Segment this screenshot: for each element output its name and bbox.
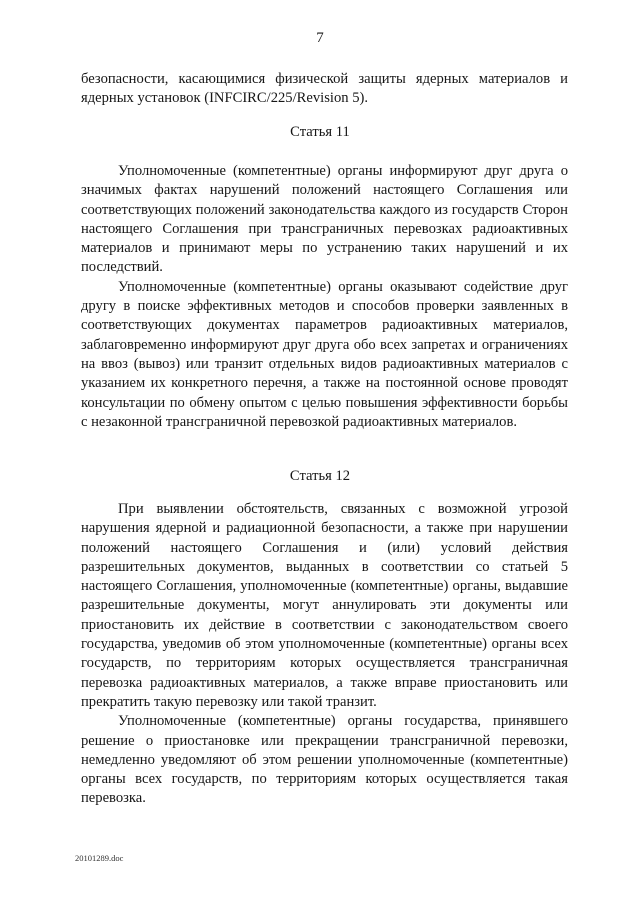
article-12-title: Статья 12 <box>289 468 351 484</box>
article-12-body <box>81 500 568 809</box>
intro-text-block <box>81 70 568 109</box>
article-11-paragraph-2: Уполномоченные (компетентные) органы оказывают содействие друг другу в поиске эффективных методов и способов проверки заявленных в соответствующих документах параметров радиоактивных материалов, заблаговременно информируют друг друга обо всех запретах и ограничениях на ввоз (вывоз) или транзит отдельных видов радиоактивных материалов с указанием их конкретного перечня, а также на постоянной основе проводят консультации по обмену опытом с целью повышения эффективности борьбы с незаконной трансграничной перевозкой радиоактивных материалов. <box>81 278 568 430</box>
article-11-body <box>81 162 568 432</box>
article-12-paragraph-1: При выявлении обстоятельств, связанных с возможной угрозой нарушения ядерной и радиационной безопасности, а также при нарушении положений настоящего Соглашения и (или) условий действия разрешительных документов, выданных в соответствии со статьей 5 настоящего Соглашения, уполномоченные (компетентные) органы, выдавшие разрешительные документы, могут аннулировать эти документы или приостановить их действие в соответствии с законодательством своего государства, уведомив об этом уполномоченные (компетентные) органы всех государств, по территориям которых осуществляется трансграничная перевозка радиоактивных материалов, а также вправе приостановить или прекратить такую перевозку или такой транзит. <box>81 501 568 710</box>
intro-paragraph: безопасности, касающимися физической защиты ядерных материалов и ядерных установок (INFCIRC/225/Revision 5). <box>81 71 568 107</box>
article-11-paragraph-1: Уполномоченные (компетентные) органы информируют друг друга о значимых фактах нарушений положений настоящего Соглашения или соответствующих положений законодательства каждого из государств Сторон настоящего Соглашения при трансграничных перевозках радиоактивных материалов и принимают меры по устранению таких нарушений и их последствий. <box>81 163 568 276</box>
article-11-title: Статья 11 <box>290 124 350 140</box>
footer-filename: 20101289.doc <box>75 853 124 863</box>
page-number: 7 <box>316 30 324 46</box>
article-12-paragraph-2: Уполномоченные (компетентные) органы государства, принявшего решение о приостановке или прекращении трансграничной перевозки, немедленно уведомляют об этом решении уполномоченные (компетентные) органы всех государств, по территориям которых осуществляется такая перевозка. <box>81 713 568 807</box>
